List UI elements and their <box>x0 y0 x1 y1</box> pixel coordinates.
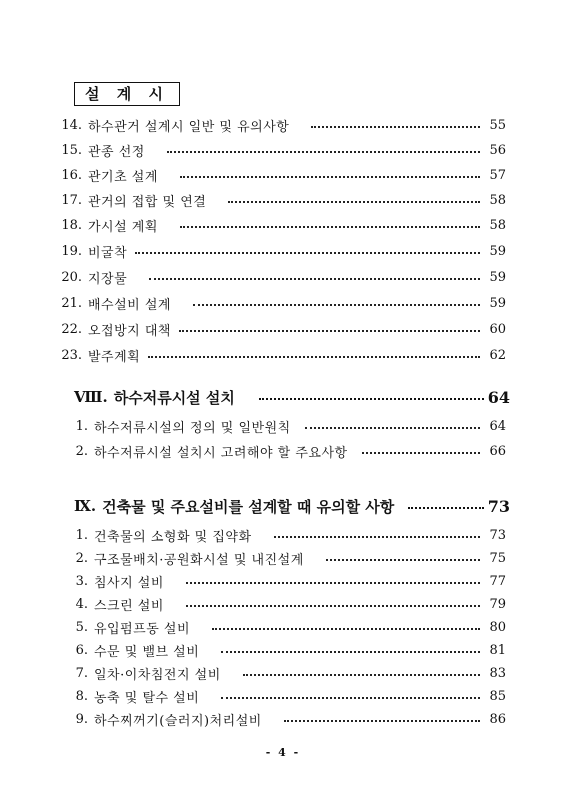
toc-entry-title: 지장물 <box>88 271 128 287</box>
page-number-footer: - 4 - <box>265 746 301 759</box>
toc-entry-number: 19. <box>61 243 82 259</box>
toc-entry-page: 57 <box>489 167 506 183</box>
leader-dots <box>179 330 480 332</box>
toc-entry-title: 관거의 접합 및 연결 <box>88 194 207 210</box>
toc-entry-number: 3. <box>75 573 88 589</box>
toc-entry-title: 하수찌꺼기(슬러지)처리설비 <box>94 713 262 729</box>
leader-dots <box>167 151 480 153</box>
toc-entry-number: 18. <box>61 217 82 233</box>
toc-entry-page: 79 <box>489 596 506 612</box>
toc-entry-number: 2. <box>75 550 88 566</box>
toc-entry-title: 하수저류시설 설치시 고려해야 할 주요사항 <box>94 445 348 461</box>
toc-entry-page: 60 <box>489 321 506 337</box>
toc-entry-title: 배수설비 설계 <box>88 297 171 313</box>
toc-entry[interactable] <box>0 189 566 211</box>
toc-entry-number: 7. <box>75 665 88 681</box>
toc-entry-title: 일차·이차침전지 설비 <box>94 667 221 683</box>
section-page: 73 <box>487 496 510 516</box>
toc-entry[interactable] <box>0 547 566 569</box>
toc-entry[interactable] <box>0 639 566 661</box>
toc-entry-number: 21. <box>61 295 82 311</box>
toc-entry-title: 수문 및 밸브 설비 <box>94 644 200 660</box>
toc-entry-title: 구조물배치·공원화시설 및 내진설계 <box>94 552 304 568</box>
toc-entry-title: 침사지 설비 <box>94 575 164 591</box>
toc-entry-title: 유입펌프동 설비 <box>94 621 191 637</box>
toc-entry-page: 77 <box>489 573 506 589</box>
toc-entry-number: 22. <box>61 321 82 337</box>
toc-entry-page: 81 <box>489 642 506 658</box>
toc-entry[interactable] <box>0 570 566 592</box>
toc-entry-number: 1. <box>75 527 88 543</box>
toc-entry[interactable] <box>0 415 566 437</box>
leader-dots <box>135 252 480 254</box>
toc-entry[interactable] <box>0 524 566 546</box>
toc-entry-number: 16. <box>61 167 82 183</box>
toc-section-heading[interactable] <box>0 494 566 518</box>
toc-entry-page: 58 <box>489 217 506 233</box>
toc-entry-title: 비굴착 <box>88 245 128 261</box>
toc-entry-title: 오접방지 대책 <box>88 323 171 339</box>
toc-entry-number: 15. <box>61 142 82 158</box>
toc-entry[interactable] <box>0 685 566 707</box>
leader-dots <box>180 176 480 178</box>
leader-dots <box>305 427 480 429</box>
toc-entry[interactable] <box>0 214 566 236</box>
toc-entry-page: 64 <box>489 418 506 434</box>
leader-dots <box>186 582 480 584</box>
leader-dots <box>149 278 480 280</box>
leader-dots <box>193 304 480 306</box>
leader-dots <box>228 201 480 203</box>
leader-dots <box>243 674 480 676</box>
toc-entry[interactable] <box>0 662 566 684</box>
leader-dots <box>326 559 480 561</box>
toc-entry-title: 스크린 설비 <box>94 598 164 614</box>
toc-entry-number: 6. <box>75 642 88 658</box>
leader-dots <box>221 651 480 653</box>
toc-entry-title: 농축 및 탈수 설비 <box>94 690 200 706</box>
toc-entry-page: 59 <box>489 269 506 285</box>
toc-entry-page: 62 <box>489 347 506 363</box>
toc-entry-number: 5. <box>75 619 88 635</box>
toc-entry-title: 가시설 계획 <box>88 219 158 235</box>
leader-dots <box>362 452 480 454</box>
toc-entry[interactable] <box>0 593 566 615</box>
leader-dots <box>212 628 480 630</box>
toc-entry-title: 건축물의 소형화 및 집약화 <box>94 529 252 545</box>
toc-entry-title: 하수저류시설의 정의 및 일반원칙 <box>94 420 291 436</box>
leader-dots <box>259 398 484 400</box>
toc-entry[interactable] <box>0 164 566 186</box>
section-roman-numeral: Ⅸ. <box>74 497 97 515</box>
toc-entry-page: 55 <box>489 117 506 133</box>
toc-entry-number: 20. <box>61 269 82 285</box>
leader-dots <box>148 356 480 358</box>
toc-entry-number: 8. <box>75 688 88 704</box>
toc-entry-title: 발주계획 <box>88 349 141 365</box>
leader-dots <box>274 536 480 538</box>
toc-entry-page: 56 <box>489 142 506 158</box>
toc-entry-number: 4. <box>75 596 88 612</box>
section-title: 하수저류시설 설치 <box>113 388 235 407</box>
toc-entry-number: 2. <box>75 443 88 459</box>
leader-dots <box>180 226 480 228</box>
toc-entry-page: 59 <box>489 295 506 311</box>
toc-entry-page: 73 <box>489 527 506 543</box>
section-title: 건축물 및 주요설비를 설계할 때 유의할 사항 <box>102 497 395 516</box>
toc-entry-title: 관기초 설계 <box>88 169 158 185</box>
toc-entry[interactable] <box>0 616 566 638</box>
toc-entry-page: 66 <box>489 443 506 459</box>
toc-entry-page: 75 <box>489 550 506 566</box>
leader-dots <box>186 605 480 607</box>
toc-entry[interactable] <box>0 266 566 288</box>
toc-entry-page: 83 <box>489 665 506 681</box>
toc-entry-number: 9. <box>75 711 88 727</box>
toc-entry[interactable] <box>0 292 566 314</box>
section-roman-numeral: Ⅷ. <box>74 388 108 406</box>
toc-entry-page: 59 <box>489 243 506 259</box>
toc-entry-page: 85 <box>489 688 506 704</box>
toc-entry[interactable] <box>0 318 566 340</box>
leader-dots <box>408 507 483 509</box>
toc-entry-number: 17. <box>61 192 82 208</box>
toc-entry-title: 관종 선정 <box>88 144 145 160</box>
toc-section-heading[interactable] <box>0 385 566 409</box>
toc-entry[interactable] <box>0 114 566 136</box>
toc-entry-title: 하수관거 설계시 일반 및 유의사항 <box>88 119 290 135</box>
toc-entry[interactable] <box>0 139 566 161</box>
section-page: 64 <box>487 387 510 407</box>
leader-dots <box>311 126 480 128</box>
toc-entry[interactable] <box>0 708 566 730</box>
leader-dots <box>284 720 480 722</box>
toc-entry-page: 58 <box>489 192 506 208</box>
toc-entry[interactable] <box>0 440 566 462</box>
toc-entry[interactable] <box>0 344 566 366</box>
leader-dots <box>221 697 480 699</box>
toc-entry-page: 86 <box>489 711 506 727</box>
toc-entry-page: 80 <box>489 619 506 635</box>
toc-entry[interactable] <box>0 240 566 262</box>
toc-entry-number: 14. <box>61 117 82 133</box>
section-label-box: 설 계 시 <box>74 82 180 106</box>
toc-entry-number: 1. <box>75 418 88 434</box>
toc-entry-number: 23. <box>61 347 82 363</box>
